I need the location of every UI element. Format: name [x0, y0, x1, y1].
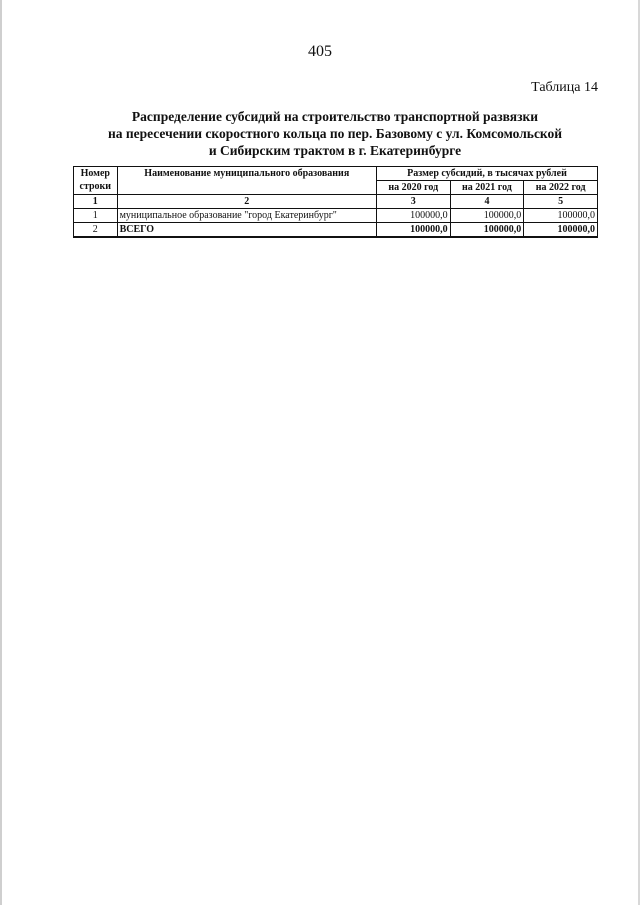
column-number-4: 4: [450, 195, 524, 209]
column-number-row: [74, 195, 598, 209]
value-2020-cell: 100000,0: [376, 209, 450, 223]
column-number-2: 2: [117, 195, 376, 209]
value-2021-cell: 100000,0: [450, 209, 524, 223]
table-row: [74, 209, 598, 223]
table-label: Таблица 14: [531, 80, 598, 95]
title-line-3: и Сибирским трактом в г. Екатеринбурге: [208, 143, 462, 158]
document-title: [40, 108, 630, 159]
row-number-cell: 1: [74, 209, 118, 223]
title-line-1: Распределение субсидий на строительство транспортной развязки: [131, 109, 539, 124]
header-row-number-label: Номер строки: [79, 168, 112, 192]
header-row-number: [74, 167, 118, 195]
row-number-cell: 2: [74, 223, 118, 238]
header-year-2021: на 2021 год: [450, 181, 524, 195]
page-number: 405: [308, 43, 332, 60]
header-amount-group: Размер субсидий, в тысячах рублей: [376, 167, 597, 181]
table-header-row-1: [74, 167, 598, 181]
header-name: Наименование муниципального образования: [117, 167, 376, 195]
subsidy-table: [73, 166, 598, 238]
header-year-2020: на 2020 год: [376, 181, 450, 195]
scan-edge-left: [0, 0, 2, 905]
column-number-5: 5: [524, 195, 598, 209]
column-number-3: 3: [376, 195, 450, 209]
header-year-2022: на 2022 год: [524, 181, 598, 195]
column-number-1: 1: [74, 195, 118, 209]
value-2022-cell: 100000,0: [524, 209, 598, 223]
total-2020-cell: 100000,0: [376, 223, 450, 238]
municipality-name-cell: муниципальное образование "город Екатеринбург": [117, 209, 376, 223]
table-row-total: [74, 223, 598, 238]
total-label-cell: ВСЕГО: [117, 223, 376, 238]
total-2022-cell: 100000,0: [524, 223, 598, 238]
total-2021-cell: 100000,0: [450, 223, 524, 238]
title-line-2: на пересечении скоростного кольца по пер. Базовому с ул. Комсомольской: [107, 126, 563, 141]
